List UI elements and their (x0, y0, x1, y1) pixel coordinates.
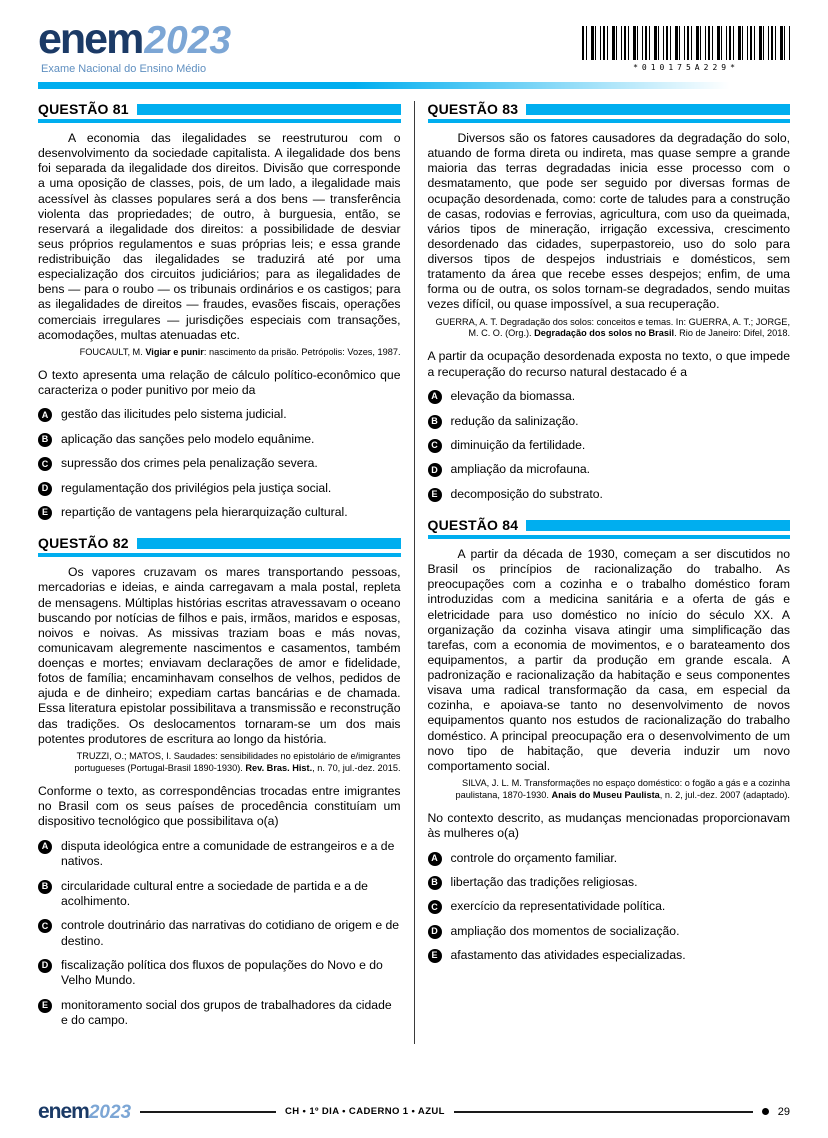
footer-logo-year-text: 2023 (88, 1102, 132, 1123)
options-list (428, 851, 791, 964)
question-text: A partir da década de 1930, começam a ser discutidos no Brasil os princípios de racionalização do trabalho. As preocupações com a cozinha e o trabalho doméstico foram introduzidas com a medicina sanitária e a oferta de gás e eletricidade para uso doméstico no início do século XX. A organização da cozinha visava atingir uma simplificação das tarefas, com a economia de movimentos, e o barateamento dos equipamentos, a partir da produção em grande escala. A padronização e racionalização da habitação e seus componentes visava uma radical transformação da casa, em especial da cozinha, e apoiava-se tanto no desenvolvimento de novos equipamentos quanto nos estudos de racionalização do trabalho doméstico. A principal preocupação era o desenvolvimento de um novo tipo de habitação, que deveria induzir um novo comportamento social. (427, 547, 790, 773)
option-e[interactable] (428, 487, 791, 502)
option-letter-badge[interactable]: C (38, 919, 52, 933)
option-letter-badge[interactable]: C (428, 439, 442, 453)
option-letter-badge[interactable]: E (428, 949, 442, 963)
question-header-bar (137, 538, 401, 549)
option-a[interactable] (428, 389, 791, 404)
option-text: fiscalização política dos fluxos de populações do Novo e do Velho Mundo. (61, 958, 383, 988)
option-c[interactable] (38, 456, 401, 471)
footer-rule-right (454, 1111, 753, 1113)
option-letter-badge[interactable]: B (428, 876, 442, 890)
option-b[interactable] (38, 432, 401, 447)
option-text: libertação das tradições religiosas. (450, 874, 638, 889)
option-letter-badge[interactable]: B (38, 433, 52, 447)
page-footer (38, 1101, 790, 1122)
option-d[interactable] (428, 924, 791, 939)
question-header-bar (526, 104, 790, 115)
footer-rule-left (140, 1111, 276, 1113)
option-letter-badge[interactable]: D (38, 482, 52, 496)
header-cyan-bar (38, 82, 790, 89)
left-column (38, 101, 414, 1044)
option-letter-badge[interactable]: E (38, 506, 52, 520)
option-letter-badge[interactable]: E (38, 999, 52, 1013)
option-text: gestão das ilicitudes pelo sistema judicial. (61, 407, 287, 422)
option-text: repartição de vantagens pela hierarquização cultural. (61, 504, 348, 519)
citation-bold: Rev. Bras. Hist. (245, 762, 313, 773)
citation-post: , n. 70, jul.-dez. 2015. (312, 762, 401, 773)
logo-year-text: 2023 (144, 19, 232, 62)
question-81 (38, 101, 401, 520)
option-c[interactable] (428, 438, 791, 453)
question-83-header (428, 101, 791, 123)
option-a[interactable] (38, 407, 401, 422)
columns-container (0, 89, 828, 1044)
options-list (38, 839, 401, 1029)
citation-post: . Rio de Janeiro: Difel, 2018. (674, 328, 790, 339)
question-83 (428, 101, 791, 502)
citation-bold: Degradação dos solos no Brasil (534, 328, 675, 339)
question-82 (38, 535, 401, 1028)
option-text: diminuição da fertilidade. (450, 437, 586, 452)
question-header-bar (137, 104, 401, 115)
barcode-block (582, 18, 790, 72)
option-e[interactable] (38, 505, 401, 520)
question-text: Os vapores cruzavam os mares transportando pessoas, mercadorias e ideias, e ainda carregavam a mala postal, repleta de mensagens. Múltiplas histórias escritas atravessavam o oceano buscando por notícias de filhos e pais, irmãos, maridos e esposas, noivos e noivas. As missivas traziam boas e más novas, comunicavam alegremente nascimentos e casamentos, também doenças e mortes; enviavam declarações de amor e fidelidade, fotos de família; encaminhavam conselhos de velhos, pedidos de ajuda e de dinheiro; expediam cartas bancárias e de chamada. Essa literatura epistolar possibilitava a transmissão e reconstrução das tradições. Os deslocamentos tornaram-se um dos mais potentes produtores de escritura ao longo da história. (38, 565, 401, 746)
enem-logo (38, 15, 232, 75)
question-84-header (428, 517, 791, 539)
option-letter-badge[interactable]: D (428, 925, 442, 939)
option-b[interactable] (38, 879, 401, 910)
question-header-bar (526, 520, 790, 531)
citation-post: , n. 2, jul.-dez. 2007 (adaptado). (659, 789, 790, 800)
question-citation (38, 751, 401, 775)
option-d[interactable] (38, 481, 401, 496)
option-text: controle do orçamento familiar. (450, 850, 618, 865)
question-81-header (38, 101, 401, 123)
question-command: Conforme o texto, as correspondências trocadas entre imigrantes no Brasil com os seus países de procedência constituíam um dispositivo tecnológico que possibilitava o(a) (38, 783, 401, 829)
question-text: Diversos são os fatores causadores da degradação do solo, atuando de forma direta ou indireta, mas quase sempre a grande maioria das terras degradadas inicia esse processo com o desmatamento, que pode ser seguido por diversas formas de ocupação desordenada, como: corte de taludes para a construção de casas, rodovias e ferrovias, agricultura, com uso da queimada, vários tipos de mineração, irrigação excessiva, crescimento desordenado das cidades, superpastoreio, uso do solo para diversos tipos de despejos industriais e domésticos, sem tratamento da área que recebe esses despejos; enfim, de uma forma ou de outra, os solos tornam-se degradados, sendo muitas vezes difícil, ou quase impossível, a sua recuperação. (427, 131, 790, 312)
option-text: monitoramento social dos grupos de trabalhadores da cidade e do campo. (61, 997, 392, 1028)
footer-dot-icon (762, 1108, 769, 1115)
option-letter-badge[interactable]: B (38, 880, 52, 894)
question-command: A partir da ocupação desordenada exposta no texto, o que impede a recuperação do recurso natural destacado é a (427, 349, 790, 379)
options-list (428, 389, 791, 502)
barcode-icon (582, 26, 790, 60)
option-c[interactable] (428, 899, 791, 914)
option-d[interactable] (38, 958, 401, 989)
option-text: circularidade cultural entre a sociedade de partida e a de acolhimento. (61, 878, 368, 908)
footer-enem-logo (38, 1101, 131, 1122)
citation-post: : nascimento da prisão. Petrópolis: Vozes, 1987. (203, 346, 401, 357)
question-title: QUESTÃO 82 (38, 535, 129, 552)
option-text: redução da salinização. (450, 413, 579, 428)
option-e[interactable] (428, 948, 791, 963)
option-b[interactable] (428, 414, 791, 429)
citation-pre: FOUCAULT, M. (79, 346, 146, 357)
citation-pre: TRUZZI, O.; MATOS, I. Saudades: sensibilidades no epistolário de e/imigrantes portugueses (Portugal-Brasil 1890-1930). (74, 750, 401, 773)
question-84 (428, 517, 791, 963)
footer-logo-enem-text: enem (38, 1100, 89, 1123)
question-citation (38, 347, 401, 359)
option-letter-badge[interactable]: C (38, 457, 52, 471)
option-letter-badge[interactable]: E (428, 488, 442, 502)
option-letter-badge[interactable]: A (428, 390, 442, 404)
option-text: ampliação da microfauna. (450, 462, 591, 477)
question-citation (428, 778, 791, 802)
option-a[interactable] (38, 839, 401, 870)
citation-pre: GUERRA, A. T. Degradação dos solos: conceitos e temas. In: GUERRA, A. T.; JORGE, M. C. O. (Org.). (435, 316, 790, 339)
option-text: controle doutrinário das narrativas do cotidiano de origem e de destino. (61, 918, 400, 948)
footer-caption: CH • 1º DIA • CADERNO 1 • AZUL (285, 1106, 445, 1117)
option-d[interactable] (428, 462, 791, 477)
citation-bold: Anais do Museu Paulista (551, 789, 660, 800)
question-82-header (38, 535, 401, 557)
page-header (0, 0, 828, 89)
right-column (415, 101, 791, 1044)
question-command: O texto apresenta uma relação de cálculo político-econômico que caracteriza o poder punitivo por meio da (38, 367, 401, 398)
option-letter-badge[interactable]: C (428, 900, 442, 914)
exam-subtitle: Exame Nacional do Ensino Médio (41, 63, 207, 75)
option-text: exercício da representatividade política. (450, 899, 666, 914)
question-title: QUESTÃO 81 (38, 101, 129, 117)
option-letter-badge[interactable]: A (428, 852, 442, 866)
option-text: aplicação das sanções pelo modelo equânime. (61, 431, 315, 446)
citation-pre: SILVA, J. L. M. Transformações no espaço doméstico: o fogão a gás e a cozinha paulistana, 1870-1930. (455, 777, 790, 800)
option-text: supressão dos crimes pela penalização severa. (61, 456, 318, 471)
logo-enem-text: enem (38, 15, 143, 63)
option-letter-badge[interactable]: A (38, 408, 52, 422)
option-a[interactable] (428, 851, 791, 866)
option-letter-badge[interactable]: D (428, 463, 442, 477)
question-command: No contexto descrito, as mudanças mencionadas proporcionavam às mulheres o(a) (427, 810, 790, 841)
option-text: decomposição do substrato. (450, 486, 603, 501)
option-letter-badge[interactable]: A (38, 840, 52, 854)
page-number: 29 (777, 1105, 790, 1118)
option-letter-badge[interactable]: D (38, 959, 52, 973)
option-b[interactable] (428, 875, 791, 890)
question-citation (428, 317, 791, 341)
option-letter-badge[interactable]: B (428, 415, 442, 429)
question-text: A economia das ilegalidades se reestruturou com o desenvolvimento da sociedade capitalista. A ilegalidade dos bens foi separada da ilegalidade dos direitos. Divisão que corresponde a uma oposição de classes, pois, de um lado, a ilegalidade mais acessível às classes populares será a dos bens — transferência violenta das propriedades; de outro, à burguesia, então, se reservará a ilegalidade dos direitos: a possibilidade de desviar seus próprios regulamentos e suas próprias leis; e essa grande redistribuição das ilegalidades se traduzirá até por uma especialização dos circuitos judiciários; para as ilegalidades de bens — para o roubo — os tribunais ordinários e os castigos; para as ilegalidades de direitos — fraudes, evasões fiscais, operações comerciais irregulares — jurisdições especiais com transações, acomodações, multas atenuadas etc. (38, 131, 401, 342)
option-text: regulamentação dos privilégios pela justiça social. (61, 480, 332, 495)
option-text: afastamento das atividades especializadas. (450, 948, 686, 963)
option-e[interactable] (38, 998, 401, 1029)
option-c[interactable] (38, 918, 401, 949)
option-text: elevação da biomassa. (450, 389, 576, 404)
question-title: QUESTÃO 84 (427, 517, 519, 534)
question-title: QUESTÃO 83 (427, 101, 519, 117)
citation-bold: Vigiar e punir (145, 346, 204, 357)
option-text: ampliação dos momentos de socialização. (450, 923, 680, 938)
options-list (38, 407, 401, 520)
option-text: disputa ideológica entre a comunidade de estrangeiros e a de nativos. (61, 838, 395, 869)
barcode-label: *010175A229* (633, 63, 739, 72)
